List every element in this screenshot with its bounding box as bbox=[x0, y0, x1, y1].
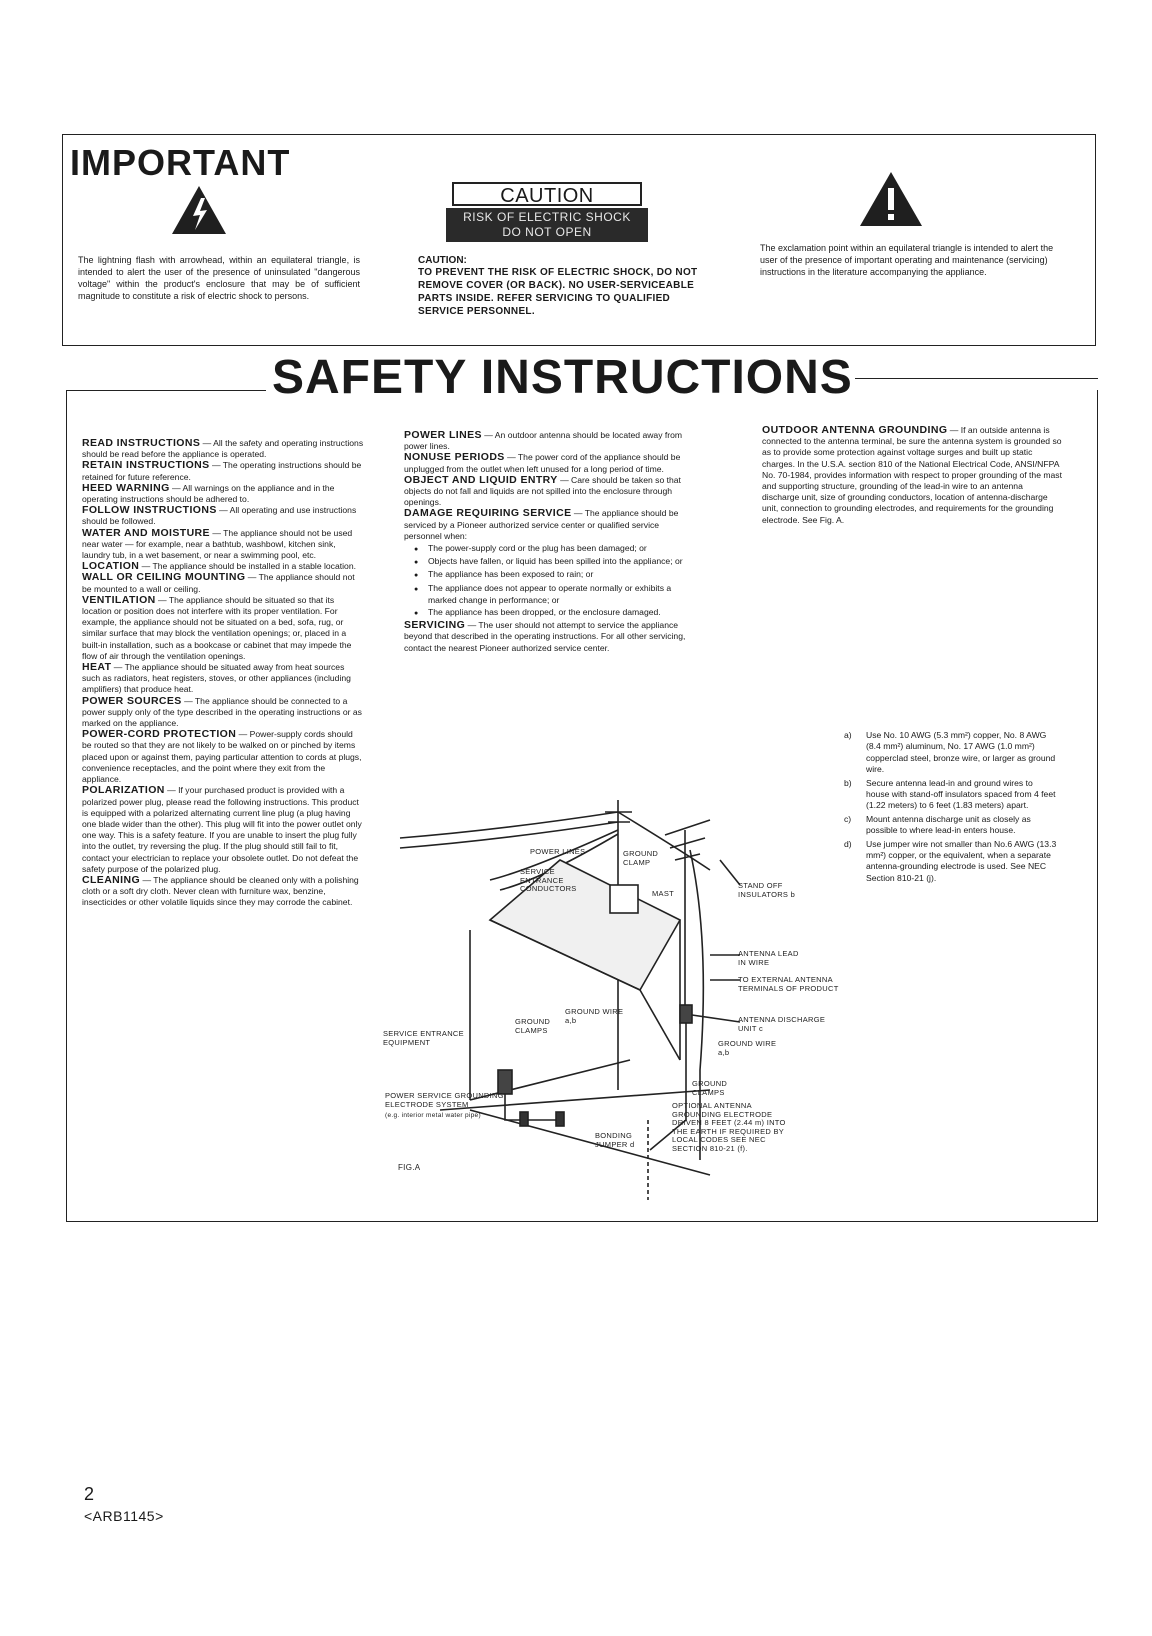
entry-heading: DAMAGE REQUIRING SERVICE bbox=[404, 507, 572, 520]
caution-label: CAUTION bbox=[452, 182, 642, 206]
entry-body: — If an outside antenna is connected to the antenna terminal, be sure the antenna system is grounded so as to provide some protection against voltage surges and built up static charges. In the U.S.A. section 810 of the National Electrical Code, ANSI/NFPA No. 70-1984, provides information with respect to proper grounding of the mast and supporting structure, grounding of the lead-in wire to an antenna discharge unit, size of grounding conductors, location of antenna-discharge unit, connection to grounding electrodes, and requirements for the grounding electrode. See Fig. A. bbox=[762, 425, 1062, 525]
entry-heading: OBJECT AND LIQUID ENTRY bbox=[404, 473, 558, 486]
label-to-external-antenna: TO EXTERNAL ANTENNA TERMINALS OF PRODUCT bbox=[738, 975, 839, 993]
label-stand-off-insulators: STAND OFF INSULATORS b bbox=[738, 881, 796, 899]
entry-heading: LOCATION bbox=[82, 560, 140, 573]
entry-body: — The appliance should be situated so that its location or position does not interfere with its proper ventilation. For example, the appliance should not be situated on a bed, sofa, rug, or similar surface that may block the ventilation openings; or, placed in a built-in installation, such as a bookcase or cabinet that may impede the flow of air through the ventilation openings. bbox=[82, 594, 352, 661]
label-ground-clamps-2: GROUND CLAMPS bbox=[692, 1079, 728, 1097]
entry-heading: POWER LINES bbox=[404, 429, 482, 441]
entry-body: — Care should be taken so that objects do not fall and liquids are not spilled into the enclosure through openings. bbox=[404, 474, 681, 508]
safety-entry bbox=[82, 528, 364, 562]
list-item-text: Use No. 10 AWG (5.3 mm²) copper, No. 8 AWG (8.4 mm²) aluminum, No. 17 AWG (1.0 mm²) copperclad steel, bronze wire, or larger as ground wire. bbox=[866, 730, 1056, 775]
safety-entry bbox=[82, 696, 364, 730]
entry-body: — All warnings on the appliance and in the operating instructions should be adhered to. bbox=[82, 482, 335, 505]
entry-body: — The appliance should be cleaned only with a polishing cloth or a soft dry cloth. Never clean with furniture wax, benzine, insecticides or other volatile liquids since they may corrode the cabinet. bbox=[82, 874, 359, 908]
entry-body: — The appliance should be connected to a power supply only of the type described in the operating instructions or as marked on the appliance. bbox=[82, 695, 362, 729]
entry-heading: HEED WARNING bbox=[82, 481, 170, 494]
entry-body: — The appliance should not be mounted to a wall or ceiling. bbox=[82, 572, 355, 594]
lightning-warning-icon bbox=[170, 184, 228, 236]
list-item-key: a) bbox=[844, 730, 852, 740]
entry-heading: CLEANING bbox=[82, 873, 141, 886]
entry-body: — All the safety and operating instructions should be read before the appliance is operated. bbox=[82, 438, 364, 460]
entry-heading: OUTDOOR ANTENNA GROUNDING bbox=[762, 424, 948, 436]
label-ground-wire-2: GROUND WIRE a,b bbox=[718, 1039, 777, 1057]
list-item-text: Secure antenna lead-in and ground wires to house with stand-off insulators spaced from 4 feet (1.22 meters) to 6 feet (1.83 meters) apart. bbox=[866, 777, 1056, 811]
entry-heading: NONUSE PERIODS bbox=[404, 451, 505, 464]
entry-body: — All operating and use instructions should be followed. bbox=[82, 505, 357, 527]
document-code: <ARB1145> bbox=[84, 1508, 164, 1524]
label-ground-clamp: GROUND CLAMP bbox=[623, 849, 659, 867]
safety-column-1 bbox=[82, 438, 364, 909]
entry-heading: HEAT bbox=[82, 661, 112, 674]
safety-entry bbox=[82, 572, 364, 594]
entry-body: — An outdoor antenna should be located away from power lines. bbox=[404, 430, 683, 452]
title-rule-left bbox=[66, 390, 266, 391]
entry-body: — The appliance should be serviced by a Pioneer authorized service center or qualified service personnel when: bbox=[404, 508, 679, 541]
safety-entry bbox=[82, 662, 364, 696]
label-ground-wire: GROUND WIRE a,b bbox=[565, 1007, 624, 1025]
label-service-entrance-equipment: SERVICE ENTRANCE EQUIPMENT bbox=[383, 1029, 464, 1047]
list-item: ● Objects have fallen, or liquid has been spilled into the appliance; or bbox=[404, 556, 686, 568]
entry-heading: POLARIZATION bbox=[82, 784, 165, 797]
list-item-key: b) bbox=[844, 777, 852, 788]
list-item: ● The appliance has been exposed to rain; or bbox=[404, 569, 686, 581]
entry-body: — The appliance should not be used near water — for example, near a bathtub, washbowl, kitchen sink, laundry tub, in a wet basement, or near a swimming pool, etc. bbox=[82, 527, 353, 561]
entry-heading: RETAIN INSTRUCTIONS bbox=[82, 459, 210, 472]
label-optional-antenna-electrode: OPTIONAL ANTENNA GROUNDING ELECTRODE DRIVEN 8 FEET (2.44 m) INTO THE EARTH IF REQUIRED BY LOCAL CODES SEE NEC SECTION 810-21 (f). bbox=[672, 1101, 786, 1153]
safety-entry bbox=[404, 430, 686, 452]
entry-body: — Power-supply cords should be routed so that they are not likely to be walked on or pinched by items placed upon or against them, paying particular attention to cords at plugs, convenience receptacles, and the point where they exit from the appliance. bbox=[82, 729, 362, 785]
safety-entry bbox=[82, 875, 364, 909]
grounding-requirements-list bbox=[844, 730, 1058, 886]
list-item-key: c) bbox=[844, 813, 852, 824]
entry-heading: POWER-CORD PROTECTION bbox=[82, 728, 237, 741]
lightning-description: The lightning flash with arrowhead, within an equilateral triangle, is intended to alert the user of the presence of uninsulated "dangerous voltage" within the product's enclosure that may be of sufficient magnitude to constitute a risk of electric shock to persons. bbox=[78, 255, 360, 301]
safety-entry bbox=[82, 505, 364, 527]
caution-banner-line-1: RISK OF ELECTRIC SHOCK bbox=[463, 210, 631, 224]
safety-entry bbox=[404, 475, 686, 509]
entry-heading: POWER SOURCES bbox=[82, 694, 182, 707]
entry-heading: VENTILATION bbox=[82, 593, 156, 606]
entry-heading: FOLLOW INSTRUCTIONS bbox=[82, 504, 217, 517]
label-bonding-jumper: BONDING JUMPER d bbox=[595, 1131, 635, 1149]
list-item-key: d) bbox=[844, 838, 852, 849]
safety-entry bbox=[404, 508, 686, 542]
column-2-entries bbox=[404, 430, 686, 542]
caution-banner bbox=[446, 208, 648, 242]
label-service-entrance-conductors: SERVICE ENTRANCE CONDUCTORS bbox=[520, 867, 577, 893]
entry-body: — The operating instructions should be retained for future reference. bbox=[82, 460, 362, 482]
exclamation-description: The exclamation point within an equilateral triangle is intended to alert the user of the presence of important operating and maintenance (servicing) instructions in the literature accompanying the appliance. bbox=[760, 243, 1054, 277]
list-item: ● The appliance has been dropped, or the enclosure damaged. bbox=[404, 607, 686, 619]
entry-heading: READ INSTRUCTIONS bbox=[82, 437, 201, 449]
safety-title: SAFETY INSTRUCTIONS bbox=[272, 351, 853, 404]
label-ground-clamps: GROUND CLAMPS bbox=[515, 1017, 551, 1035]
safety-entry bbox=[82, 729, 364, 785]
list-item bbox=[844, 839, 1058, 885]
caution-body: TO PREVENT THE RISK OF ELECTRIC SHOCK, DO NOT REMOVE COVER (OR BACK). NO USER-SERVICEABLE PARTS INSIDE. REFER SERVICING TO QUALIFIED SERVICE PERSONNEL. bbox=[418, 267, 698, 317]
service-conditions-list bbox=[404, 543, 686, 619]
label-antenna-lead-in-wire: ANTENNA LEAD IN WIRE bbox=[738, 949, 799, 967]
entry-heading: WALL OR CEILING MOUNTING bbox=[82, 571, 246, 584]
entry-servicing bbox=[404, 620, 686, 654]
entry-body: — The appliance should be installed in a stable location. bbox=[141, 561, 356, 572]
list-item-text: Mount antenna discharge unit as closely as possible to where lead-in enters house. bbox=[866, 813, 1031, 836]
antenna-grounding-figure bbox=[380, 790, 860, 1210]
label-interior-water-pipe: (e.g. interior metal water pipe) bbox=[385, 1112, 481, 1119]
figure-label: FIG.A bbox=[398, 1163, 421, 1172]
entry-heading: WATER AND MOISTURE bbox=[82, 526, 210, 539]
caution-heading: CAUTION: bbox=[418, 255, 467, 266]
label-mast: MAST bbox=[652, 889, 675, 898]
list-item bbox=[844, 730, 1058, 776]
list-item bbox=[844, 778, 1058, 812]
safety-entry bbox=[404, 452, 686, 474]
label-power-lines: POWER LINES bbox=[530, 847, 586, 856]
safety-entry bbox=[82, 785, 364, 875]
safety-entry bbox=[82, 483, 364, 505]
label-antenna-discharge-unit: ANTENNA DISCHARGE UNIT c bbox=[738, 1015, 826, 1033]
label-power-service-grounding: POWER SERVICE GROUNDING ELECTRODE SYSTEM bbox=[385, 1091, 504, 1109]
entry-body: — The power cord of the appliance should be unplugged from the outlet when left unused for a long period of time. bbox=[404, 452, 681, 474]
list-item: ● The power-supply cord or the plug has been damaged; or bbox=[404, 543, 686, 555]
exclamation-warning-icon bbox=[858, 170, 924, 228]
entry-body: — The appliance should be situated away from heat sources such as radiators, heat registers, stoves, or other appliances (including amplifiers) that produce heat. bbox=[82, 662, 351, 695]
safety-column-3 bbox=[762, 425, 1062, 526]
safety-column-2 bbox=[404, 430, 686, 654]
important-title: IMPORTANT bbox=[70, 142, 291, 183]
list-item: ● The appliance does not appear to operate normally or exhibits a marked change in performance; or bbox=[404, 583, 686, 606]
list-item-text: Use jumper wire not smaller than No.6 AWG (13.3 mm²) copper, or the equivalent, when a separate antenna-grounding electrode is used. See NEC Section 810-21 (j). bbox=[866, 838, 1057, 883]
caution-banner-line-2: DO NOT OPEN bbox=[502, 225, 592, 239]
entry-heading: SERVICING bbox=[404, 619, 466, 632]
page-number: 2 bbox=[84, 1484, 95, 1504]
safety-entry bbox=[82, 438, 364, 460]
title-rule-right bbox=[855, 378, 1098, 379]
entry-body: — The user should not attempt to service the appliance beyond that described in the operating instructions. For all other servicing, contact the nearest Pioneer authorized service center. bbox=[404, 620, 686, 653]
list-item bbox=[844, 814, 1058, 837]
safety-entry bbox=[82, 460, 364, 482]
entry-body: — If your purchased product is provided with a polarized power plug, please read the following instructions. This product is equipped with a polarized alternating current line plug (a plug having one blade wider than the other). This plug will fit into the power outlet only one way. This is a safety feature. If you are unable to insert the plug fully into the outlet, try reversing the plug. If the plug should still fail to fit, contact your electrician to replace your obsolete outlet. Do not defeat the safety purpose of the polarized plug. bbox=[82, 785, 362, 874]
safety-entry bbox=[82, 595, 364, 662]
